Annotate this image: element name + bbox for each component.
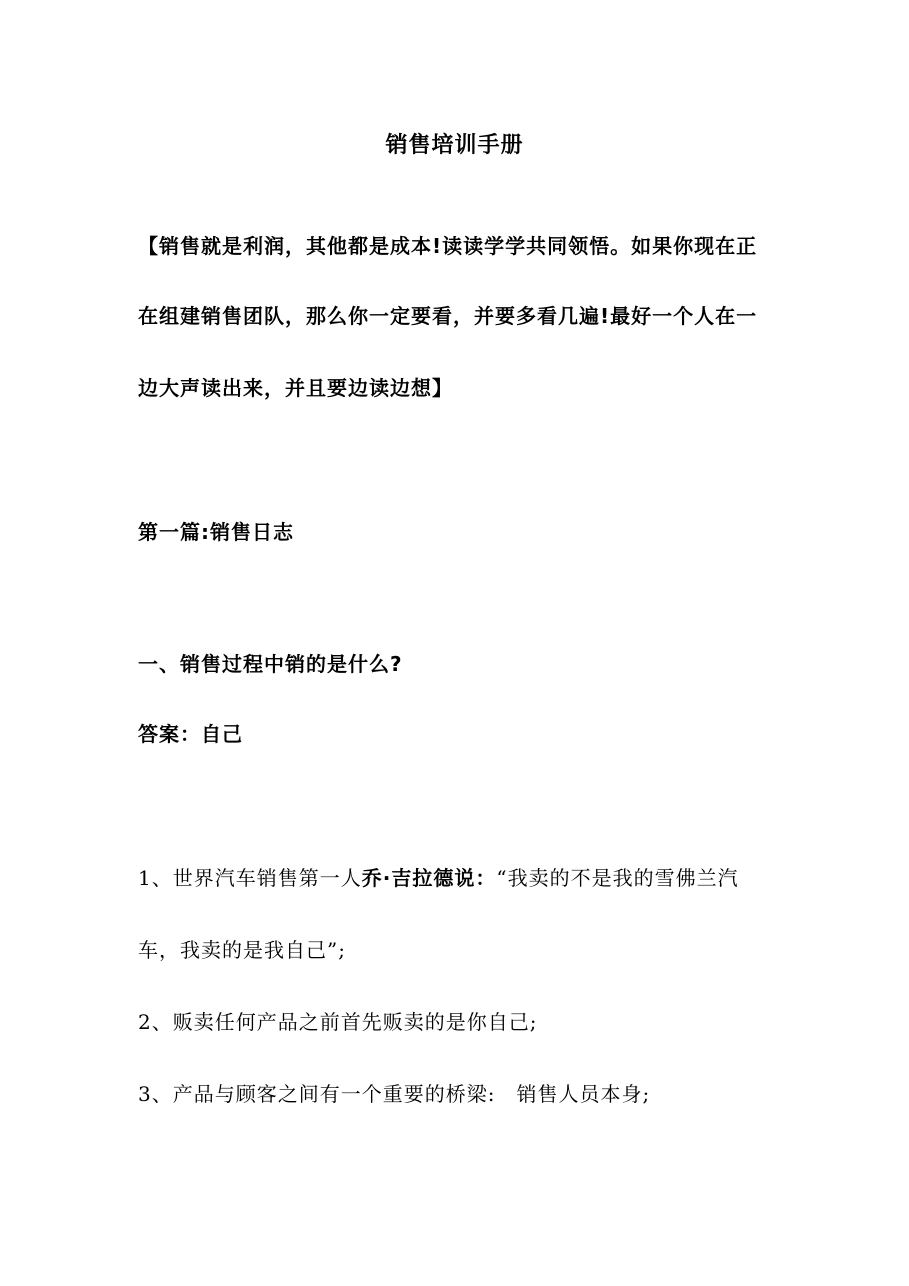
point-1-continued: 车，我卖的是我自己”; <box>138 938 346 962</box>
document-title: 销售培训手册 <box>385 133 524 158</box>
point-1-suffix: “我卖的不是我的雪佛兰汽 <box>496 866 739 890</box>
intro-line-2: 在组建销售团队，那么你一定要看，并要多看几遍!最好一个人在一 <box>138 304 758 328</box>
point-1-name: 乔·吉拉德说： <box>361 866 497 890</box>
point-2: 2、贩卖任何产品之前首先贩卖的是你自己; <box>138 1010 538 1034</box>
point-3: 3、产品与顾客之间有一个重要的桥梁: 销售人员本身; <box>138 1082 651 1106</box>
point-1 <box>138 862 778 891</box>
question-heading: 一、销售过程中销的是什么? <box>138 652 403 676</box>
point-1-prefix: 1、世界汽车销售第一人 <box>138 866 362 890</box>
answer-heading: 答案：自己 <box>138 722 243 746</box>
chapter-heading: 第一篇:销售日志 <box>138 520 294 544</box>
intro-line-3: 边大声读出来，并且要边读边想】 <box>138 376 453 400</box>
intro-line-1: 【销售就是利润，其他都是成本!读读学学共同领悟。如果你现在正 <box>138 234 758 258</box>
